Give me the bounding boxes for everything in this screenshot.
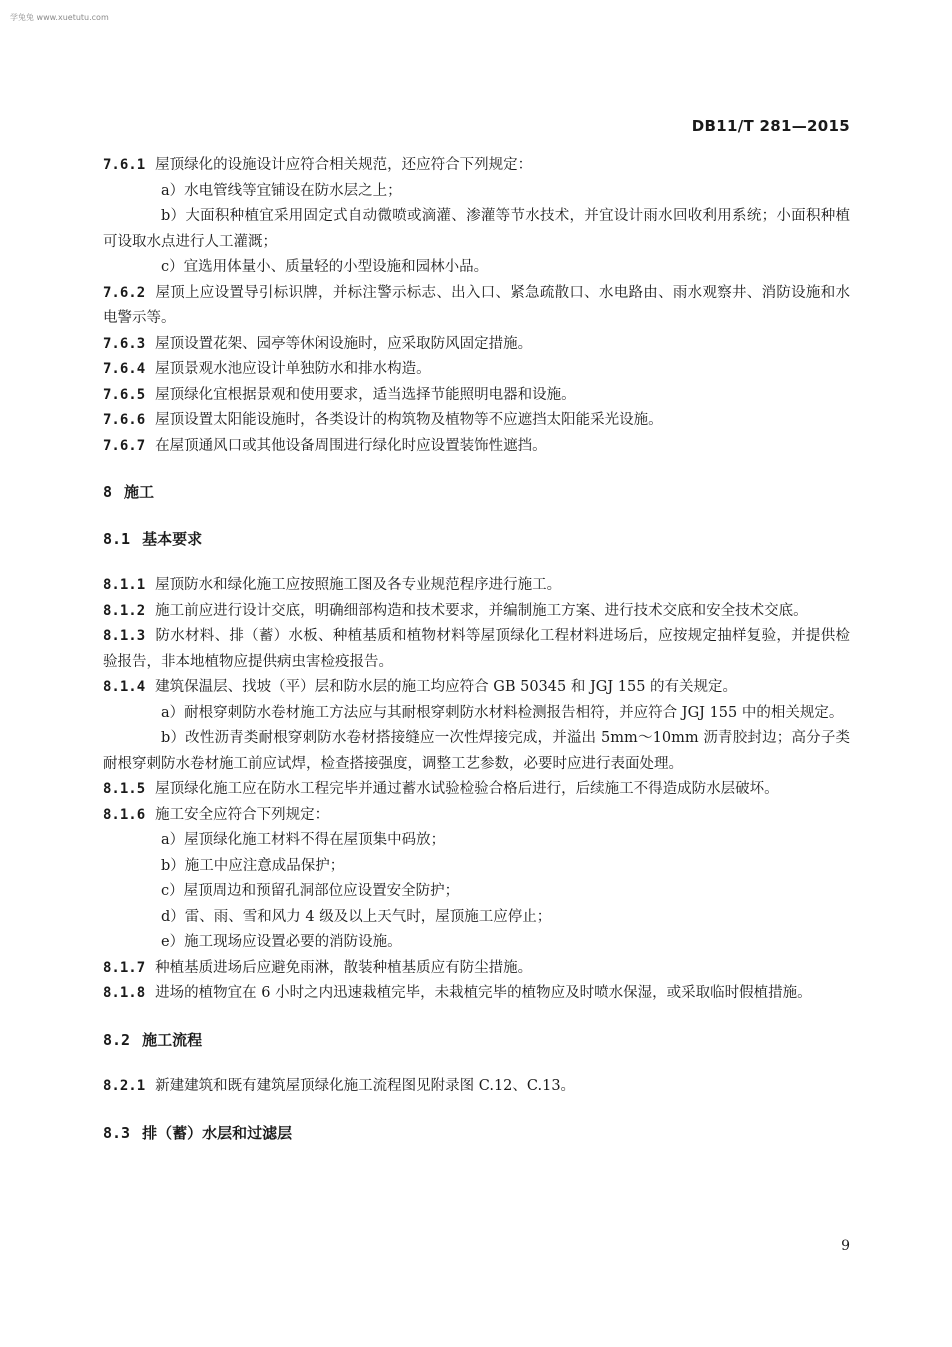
clause-text: 屋顶设置太阳能设施时，各类设计的构筑物及植物等不应遮挡太阳能采光设施。: [155, 412, 663, 428]
clause: [103, 956, 850, 982]
list-item: [103, 204, 850, 255]
clause-text: 屋顶绿化宜根据景观和使用要求，适当选择节能照明电器和设施。: [155, 386, 576, 403]
clause-text: 屋顶防水和绿化施工应按照施工图及各专业规范程序进行施工。: [155, 577, 562, 593]
clause: [103, 981, 850, 1007]
clause: [103, 599, 850, 625]
list-item: [103, 879, 850, 905]
clause-text: 屋顶绿化施工应在防水工程完毕并通过蓄水试验检验合格后进行，后续施工不得造成防水层破坏。: [155, 781, 779, 797]
clause-text: 屋顶绿化的设施设计应符合相关规范，还应符合下列规定：: [155, 157, 533, 173]
heading-8-1: 8.1 基本要求: [103, 529, 203, 548]
page-number: 9: [841, 1238, 850, 1254]
list-item: [103, 828, 850, 854]
document-body: [103, 153, 850, 1146]
clause: [103, 281, 850, 332]
clause: [103, 803, 850, 829]
clause-text: 防水材料、排（蓄）水板、种植基质和植物材料等屋顶绿化工程材料进场后，应按规定抽样复验，并提供检验报告，非本地植物应提供病虫害检疫报告。: [103, 628, 850, 670]
clause-number: 8.1.6: [103, 806, 146, 823]
clause: [103, 153, 850, 179]
clause-number: 7.6.3: [103, 335, 146, 352]
clause-text: b）改性沥青类耐根穿刺防水卷材搭接缝应一次性焊接完成，并溢出 5mm～10mm 沥青胶封边；高分子类耐根穿刺防水卷材施工前应试焊，检查搭接强度，调整工艺参数，必要时应进行表面处理。: [103, 730, 850, 772]
clause-text: 种植基质进场后应避免雨淋，散装种植基质应有防尘措施。: [155, 959, 533, 976]
heading-8-3: 8.3 排（蓄）水层和过滤层: [103, 1123, 293, 1142]
clause-text: 施工前应进行设计交底，明确细部构造和技术要求，并编制施工方案、进行技术交底和安全技术交底。: [155, 602, 808, 619]
clause-text: 屋顶设置花架、园亭等休闲设施时，应采取防风固定措施。: [155, 335, 533, 352]
clause-number: 7.6.4: [103, 361, 146, 377]
clause-number: 8.2.1: [103, 1078, 146, 1094]
clause-text: 屋顶上应设置导引标识牌，并标注警示标志、出入口、紧急疏散口、水电路由、雨水观察井、消防设施和水电警示等。: [103, 284, 850, 326]
clause-number: 8.1.4: [103, 679, 146, 695]
clause-number: 8.1.5: [103, 781, 146, 797]
clause-text: a）水电管线等宜铺设在防水层之上；: [161, 182, 402, 199]
clause-text: 在屋顶通风口或其他设备周围进行绿化时应设置装饰性遮挡。: [155, 437, 547, 454]
clause-text: 新建建筑和既有建筑屋顶绿化施工流程图见附录图 C.12、C.13。: [155, 1078, 576, 1094]
list-item: [103, 905, 850, 931]
clause-number: 7.6.6: [103, 412, 146, 428]
clause-number: 7.6.1: [103, 157, 146, 173]
clause-text: d）雷、雨、雪和风力 4 级及以上天气时，屋顶施工应停止；: [161, 908, 552, 925]
clause-text: c）屋顶周边和预留孔洞部位应设置安全防护；: [161, 883, 460, 899]
clause-text: b）施工中应注意成品保护；: [161, 857, 345, 874]
list-item: [103, 179, 850, 205]
clause: [103, 332, 850, 358]
clause: [103, 383, 850, 409]
list-item: [103, 854, 850, 880]
clause-number: 8.1.2: [103, 602, 146, 619]
clause-text: 建筑保温层、找坡（平）层和防水层的施工均应符合 GB 50345 和 JGJ 155 的有关规定。: [155, 679, 738, 695]
clause-number: 8.1.1: [103, 577, 146, 593]
section-7-6: [103, 153, 850, 459]
document-number: DB11/T 281—2015: [691, 117, 850, 135]
list-item: [103, 930, 850, 956]
heading-8: 8 施工: [103, 483, 155, 501]
clause-number: 7.6.5: [103, 386, 146, 403]
clause-number: 7.6.7: [103, 437, 146, 454]
clause: [103, 675, 850, 701]
clause-text: a）耐根穿刺防水卷材施工方法应与其耐根穿刺防水材料检测报告相符，并应符合 JGJ 155 中的相关规定。: [161, 704, 844, 721]
clause-number: 8.1.8: [103, 985, 146, 1001]
clause-text: 进场的植物宜在 6 小时之内迅速栽植完毕，未栽植完毕的植物应及时喷水保湿，或采取临时假植措施。: [155, 985, 812, 1001]
clause-number: 8.1.7: [103, 959, 146, 976]
clause: [103, 573, 850, 599]
clause-text: a）屋顶绿化施工材料不得在屋顶集中码放；: [161, 832, 446, 848]
clause: [103, 624, 850, 675]
clause-text: 施工安全应符合下列规定：: [155, 806, 330, 823]
list-item: [103, 726, 850, 777]
clause: [103, 1074, 850, 1100]
clause-text: e）施工现场应设置必要的消防设施。: [161, 934, 402, 950]
clause: [103, 357, 850, 383]
clause-text: 屋顶景观水池应设计单独防水和排水构造。: [155, 361, 431, 377]
clause: [103, 434, 850, 460]
list-item: [103, 701, 850, 727]
section-8-1: [103, 573, 850, 1007]
section-8-2: [103, 1074, 850, 1100]
heading-8-2: 8.2 施工流程: [103, 1030, 203, 1049]
clause-text: c）宜选用体量小、质量轻的小型设施和园林小品。: [161, 259, 489, 275]
clause: [103, 777, 850, 803]
clause-number: 7.6.2: [103, 284, 146, 301]
clause-text: b）大面积种植宜采用固定式自动微喷或滴灌、渗灌等节水技术，并宜设计雨水回收利用系统；小面积种植可设取水点进行人工灌溉；: [103, 208, 850, 250]
watermark: 学兔兔 www.xuetutu.com: [10, 13, 109, 22]
list-item: [103, 255, 850, 281]
clause: [103, 408, 850, 434]
clause-number: 8.1.3: [103, 628, 146, 644]
